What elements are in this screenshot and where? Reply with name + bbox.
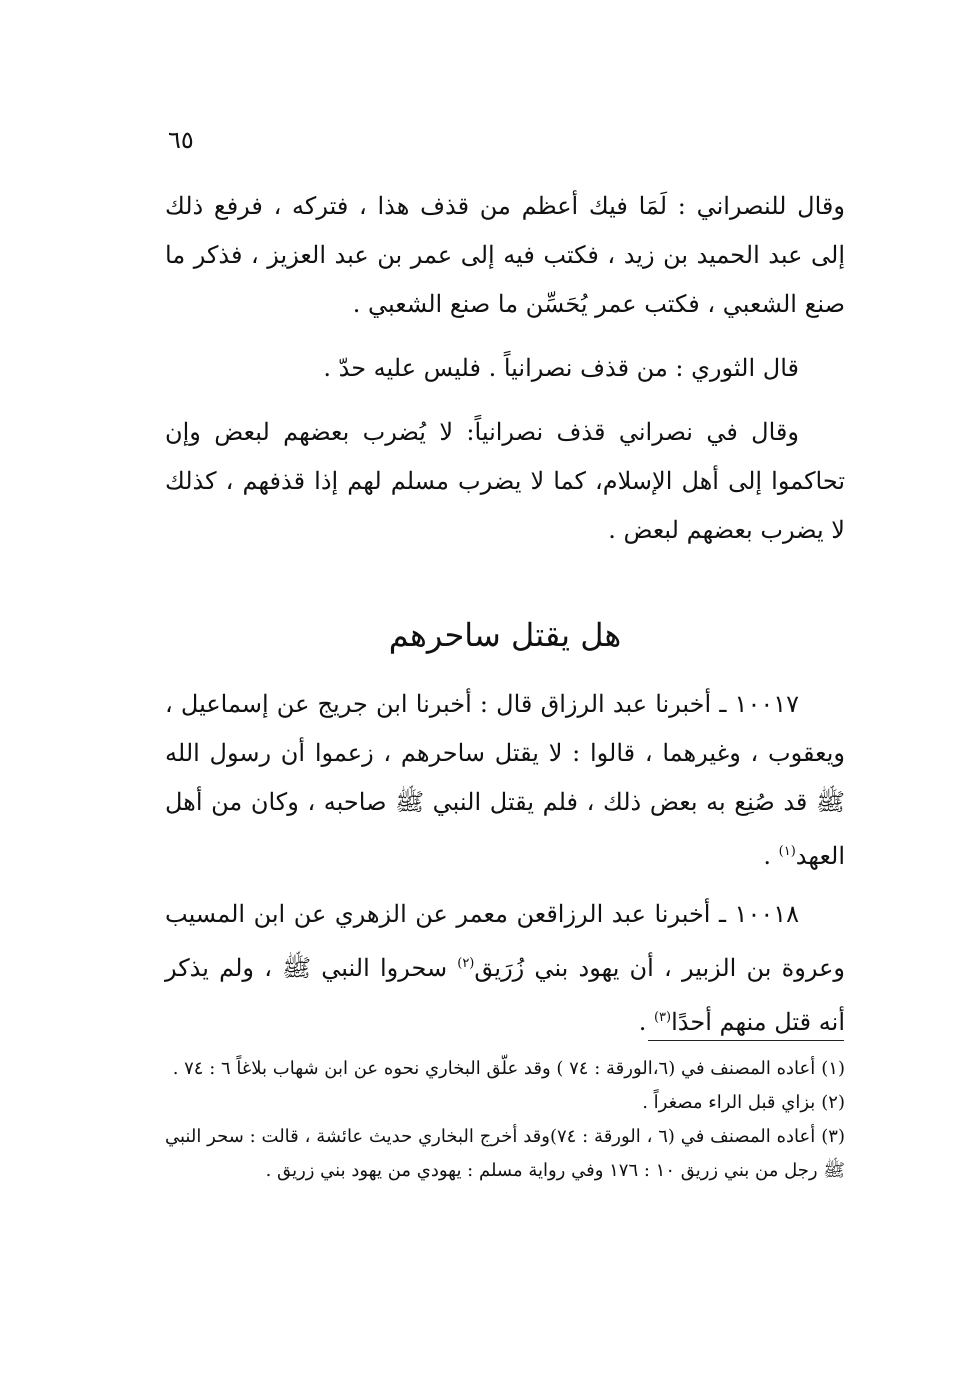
footnote-ref-1: (١) bbox=[778, 844, 796, 859]
hadith-10017-text: ١٠٠١٧ ـ أخبرنا عبد الرزاق قال : أخبرنا ابن جريج عن إسماعيل ، ويعقوب ، وغيرهما ، قالوا : لا يقتل ساحرهم ، زعموا أن رسول الله ﷺ قد صُنِع به بعض ذلك ، فلم يقتل النبي ﷺ صاحبه ، وكان من أهل العهد bbox=[165, 690, 845, 870]
hadith-10018-text-b: سحروا النبي ﷺ ، ولم يذكر أنه قتل منهم أحدًا bbox=[165, 954, 845, 1036]
footnote-marker: (٢) bbox=[821, 1092, 845, 1113]
paragraph-christian-mutual-accusation: وقال في نصراني قذف نصرانياً: لا يُضرب بعضهم لبعض وإن تحاكموا إلى أهل الإسلام، كما لا يضرب مسلم لهم إذا قذفهم ، كذلك لا يضرب بعضهم لبعض . bbox=[165, 418, 845, 544]
paragraph-christian-accusation: وقال للنصراني : لَمَا فيك أعظم من قذف هذا ، فتركه ، فرفع ذلك إلى عبد الحميد بن زيد ، فكتب فيه إلى عمر بن عبد العزيز ، فذكر ما صنع الشعبي ، فكتب عمر يُحَسِّن ما صنع الشعبي . bbox=[165, 192, 845, 318]
hadith-10018 bbox=[165, 890, 845, 1047]
footnote-ref-2: (٢) bbox=[457, 956, 475, 971]
footnote-marker: (١) bbox=[821, 1058, 845, 1079]
footnote-ref-3: (٣) bbox=[653, 1010, 672, 1025]
section-heading: هل يقتل ساحرهم bbox=[388, 616, 622, 654]
footnote-divider bbox=[648, 1040, 844, 1041]
footnotes bbox=[165, 1052, 845, 1188]
footnote-2 bbox=[165, 1086, 845, 1120]
hadith-10018-text-a: ١٠٠١٨ ـ أخبرنا عبد الرزاقعن معمر عن الزهري عن ابن المسيب وعروة بن الزبير ، أن يهود بني زُرَيق bbox=[165, 900, 845, 982]
footnote-1 bbox=[165, 1052, 845, 1086]
hadith-10017-end: . bbox=[763, 842, 779, 870]
footnote-3 bbox=[165, 1120, 845, 1188]
hadith-10017 bbox=[165, 680, 845, 881]
footnote-text: أعاده المصنف في (٦،الورقة : ٧٤ ) وقد علّق البخاري نحوه عن ابن شهاب بلاغاً ٦ : ٧٤ . bbox=[172, 1058, 816, 1079]
hadith-10018-end: . bbox=[638, 1008, 654, 1036]
paragraph-thawri-ruling: قال الثوري : من قذف نصرانياً . فليس عليه حدّ . bbox=[323, 354, 799, 382]
footnote-text: بزاي قبل الراء مصغراً . bbox=[642, 1092, 816, 1113]
page-number: ٦٥ bbox=[168, 126, 194, 154]
footnote-text: أعاده المصنف في (٦ ، الورقة : ٧٤)وقد أخرج البخاري حديث عائشة ، قالت : سحر النبي ﷺ رجل من بني زريق ١٠ : ١٧٦ وفي رواية مسلم : يهودي من يهود بني زريق . bbox=[165, 1126, 845, 1181]
footnote-marker: (٣) bbox=[821, 1126, 845, 1147]
